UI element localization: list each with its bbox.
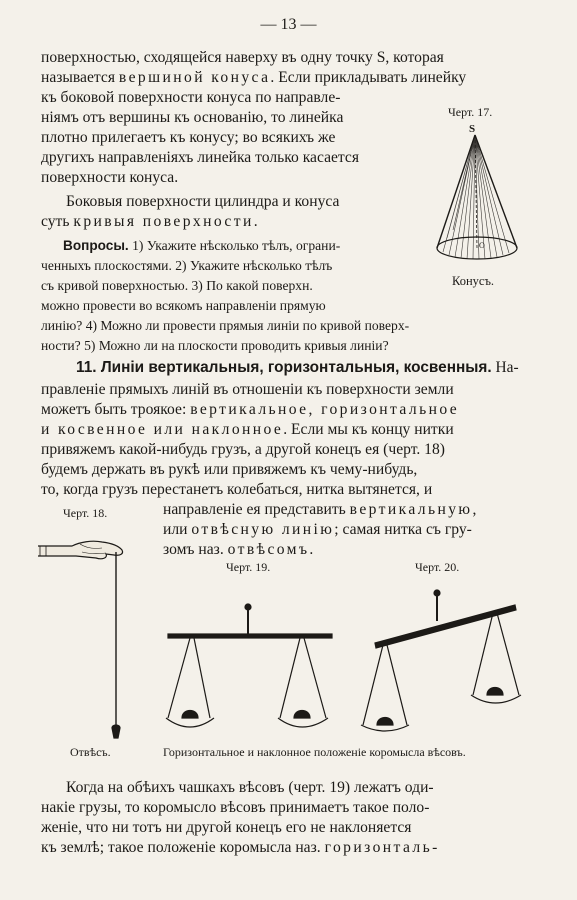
emphasis-term: вертикальную (349, 501, 473, 518)
text-line (41, 838, 440, 858)
text-line (163, 520, 472, 540)
text-line: плотно прилегаетъ къ конусу; во всякихъ же (41, 129, 336, 146)
questions-line: можно провести во всякомъ направленіи прямую (41, 298, 326, 313)
text-span: зомъ наз. (163, 541, 228, 558)
text-line: Боковыя поверхности цилиндра и конуса (66, 193, 340, 210)
text-span: направленіе ея представить (163, 501, 350, 518)
figure-20-label: Черт. 20. (415, 560, 460, 574)
text-span: . Если мы къ концу нитки (283, 421, 454, 438)
plumb-line-figure (36, 530, 136, 745)
text-line: привяжемъ какой-нибудь грузъ, а другой конецъ ея (черт. 18) (41, 441, 445, 458)
section-heading (76, 358, 519, 378)
questions-line (63, 236, 340, 256)
text-line: будемъ держать въ рукѣ или привяжемъ къ чему-нибудь, (41, 461, 418, 478)
text-line (163, 500, 476, 520)
text-line: Когда на обѣихъ чашкахъ вѣсовъ (черт. 19) лежатъ оди- (66, 779, 434, 796)
text-line (163, 540, 313, 560)
text-span: или (163, 521, 192, 538)
text-line: женіе, что ни тотъ ни другой конецъ его не наклоняется (41, 819, 412, 836)
text-line: то, когда грузъ перестанетъ колебаться, нитка вытянется, и (41, 481, 433, 498)
emphasis-term: вершиной конуса (118, 69, 271, 86)
text-line: другихъ направленіяхъ линейка только касается (41, 149, 360, 166)
emphasis-term: отвѣсную линію (191, 521, 335, 538)
text-span: 1) Укажите нѣсколько тѣлъ, ограни- (128, 238, 341, 253)
figure-17-caption: Конусъ. (452, 274, 495, 288)
text-span: можетъ быть троякое: (41, 401, 191, 418)
questions-line: ности? 5) Можно ли на плоскости проводить кривыя линіи? (41, 338, 389, 353)
text-span: называется (41, 69, 119, 86)
questions-line: линію? 4) Можно ли провести прямыя линіи по кривой поверх- (41, 318, 410, 333)
section-title: 11. Линіи вертикальныя, горизонтальныя, косвенныя. (76, 359, 492, 376)
text-line: ніямъ отъ вершины къ основанію, то линейка (41, 109, 344, 126)
text-line: накіе грузы, то коромысло вѣсовъ принимаетъ такое поло- (41, 799, 430, 816)
questions-line: съ кривой поверхностью. 3) По какой поверхн. (41, 278, 313, 293)
cone-figure (425, 120, 535, 270)
figure-18-label: Черт. 18. (63, 506, 108, 520)
text-span: . Если прикладывать линейку (270, 69, 467, 86)
text-line: къ боковой поверхности конуса по направле- (41, 89, 341, 106)
balance-horizontal-figure (160, 600, 350, 745)
emphasis-term: отвѣсомъ (227, 541, 310, 558)
text-line: правленіе прямыхъ линій въ отношеніи къ поверхности земли (41, 381, 454, 398)
text-span: , (472, 501, 477, 518)
text-line (41, 212, 258, 232)
emphasis-term: кривыя поверхности (73, 213, 254, 230)
text-span: ; самая нитка съ гру- (334, 521, 472, 538)
figure-17-label: Черт. 17. (448, 105, 493, 119)
text-line (41, 420, 454, 440)
figure-19-20-caption: Горизонтальное и наклонное положеніе коромысла вѣсовъ. (163, 745, 466, 759)
text-line (41, 68, 466, 88)
text-span: . (253, 213, 258, 230)
text-span: На- (491, 359, 519, 376)
questions-line: ченныхъ плоскостями. 2) Укажите нѣсколько тѣлъ (41, 258, 333, 273)
emphasis-term: горизонталь- (324, 839, 440, 856)
text-line (41, 400, 459, 420)
emphasis-term: и косвенное или наклонное (41, 421, 284, 438)
base-point-label: O (479, 241, 485, 250)
figure-19-label: Черт. 19. (226, 560, 271, 574)
page-number: — 13 — (260, 16, 317, 33)
balance-tilted-figure (355, 585, 545, 735)
text-span: . (309, 541, 314, 558)
text-span: суть (41, 213, 74, 230)
apex-label: S (469, 123, 476, 135)
text-line: поверхности конуса. (41, 169, 179, 186)
text-span: къ землѣ; такое положеніе коромысла наз. (41, 839, 325, 856)
emphasis-term: вертикальное, горизонтальное (190, 401, 460, 418)
text-line: поверхностью, сходящейся наверху въ одну точку S, которая (41, 49, 444, 66)
questions-heading: Вопросы. (63, 238, 129, 253)
figure-18-caption: Отвѣсъ. (70, 745, 111, 759)
